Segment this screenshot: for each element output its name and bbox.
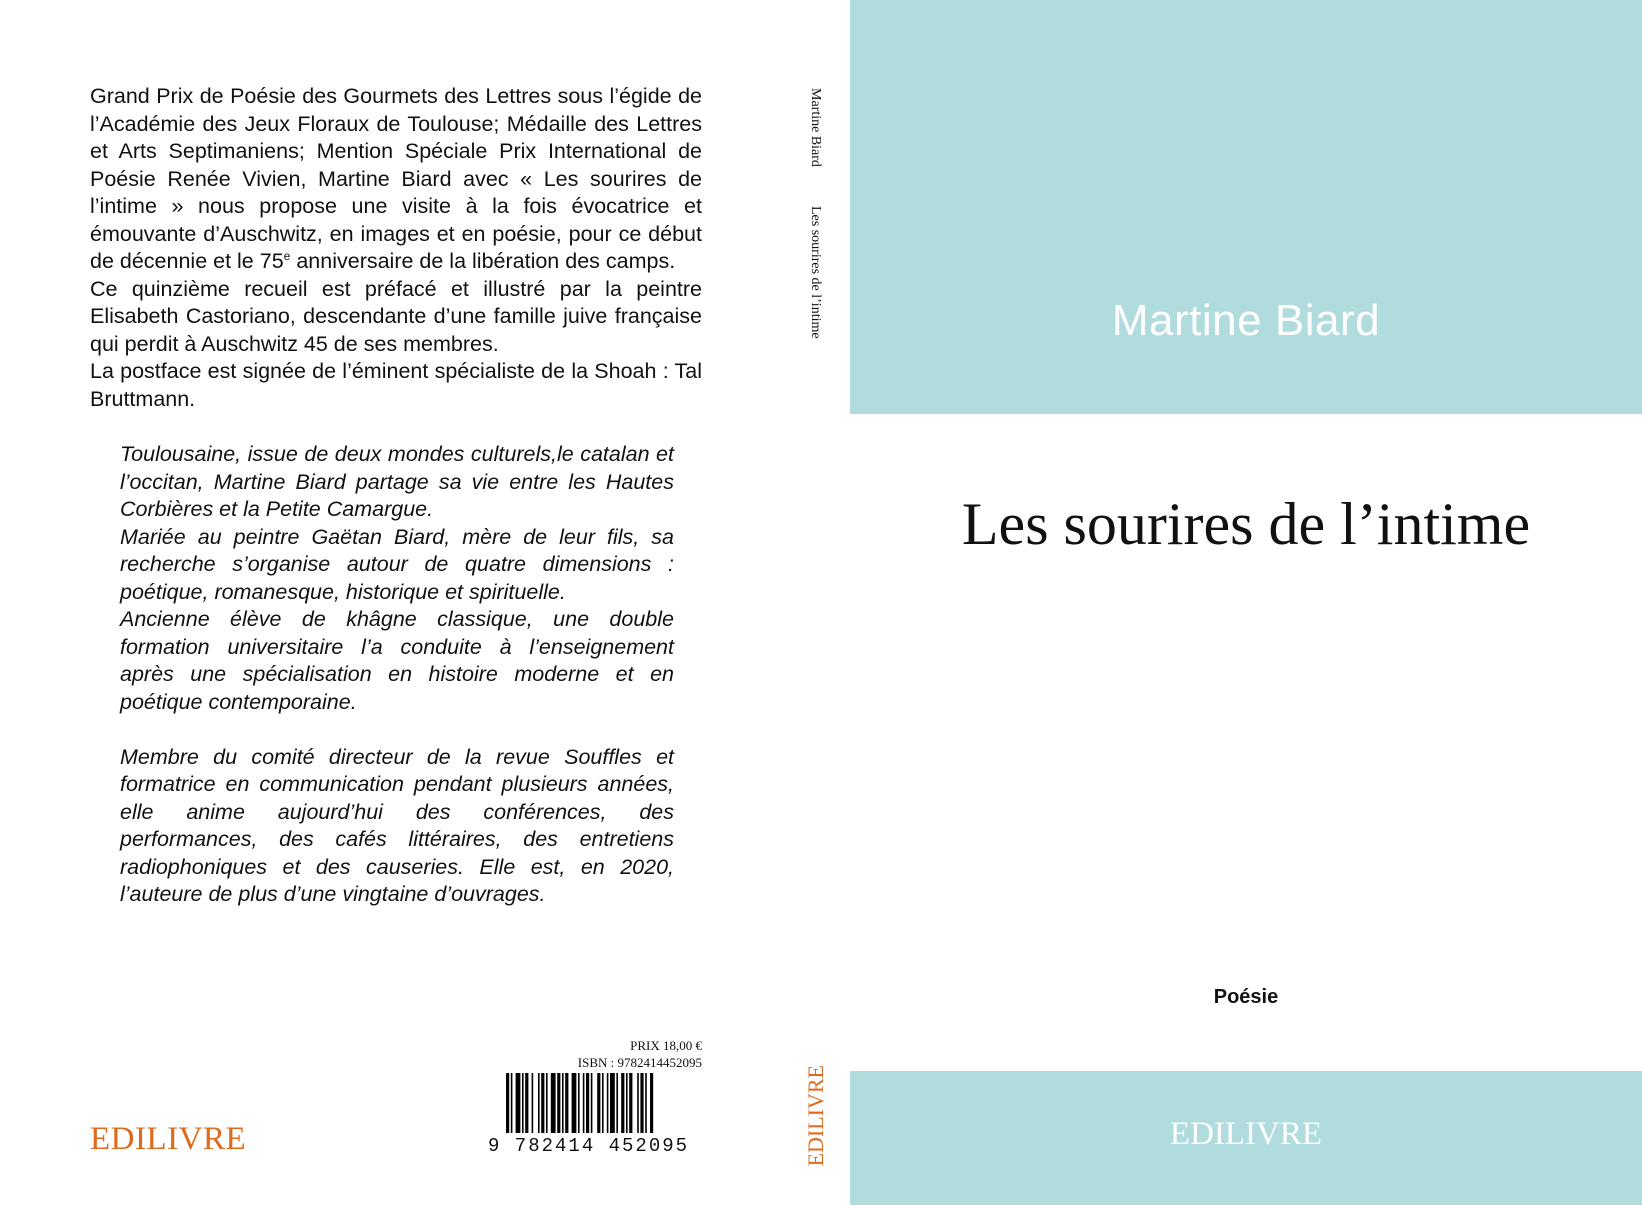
blurb-paragraph: La postface est signée de l’éminent spécialiste de la Shoah : Tal Bruttmann. bbox=[90, 359, 702, 411]
isbn-label: ISBN : 9782414452095 bbox=[577, 1055, 702, 1070]
price-label: PRIX 18,00 € bbox=[630, 1038, 702, 1053]
barcode-number: 9 782414 452095 bbox=[488, 1133, 702, 1157]
publisher-logo: EDILIVRE bbox=[90, 1121, 247, 1157]
back-cover bbox=[0, 0, 780, 1205]
front-genre: Poésie bbox=[1213, 986, 1279, 1008]
bio-paragraph: Toulousaine, issue de deux mondes culturels,le catalan et l’occitan, Martine Biard partage sa vie entre les Hautes Corbières et la Petite Camargue. bbox=[120, 442, 674, 521]
back-blurb bbox=[90, 83, 702, 413]
blurb-paragraph: Ce quinzième recueil est préfacé et illustré par la peintre Elisabeth Castoriano, descendante d’une famille juive française qui perdit à Auschwitz 45 de ses membres. bbox=[90, 276, 702, 356]
front-title: Les sourires de l’intime bbox=[961, 491, 1531, 557]
spine bbox=[780, 0, 850, 1205]
author-bio bbox=[120, 441, 674, 909]
front-top-band bbox=[850, 0, 1642, 414]
bio-paragraph: Mariée au peintre Gaëtan Biard, mère de leur fils, sa recherche s’organise autour de quatre dimensions : poétique, romanesque, historique et spirituelle. bbox=[120, 524, 674, 604]
front-publisher-logo: EDILIVRE bbox=[1169, 1116, 1323, 1152]
bio-paragraph: Membre du comité directeur de la revue Souffles et formatrice en communication pendant plusieurs années, elle anime aujourd’hui des conférences, des performances, des cafés littéraires, des entretiens radiophoniques et des causeries. Elle est, en 2020, l’auteure de plus d’une vingtaine d’ouvrages. bbox=[120, 744, 674, 906]
price-block bbox=[520, 1037, 702, 1071]
blurb-paragraph: Grand Prix de Poésie des Gourmets des Lettres sous l’égide de l’Académie des Jeux Floraux de Toulouse; Médaille des Lettres et Arts Septimaniens; Mention Spéciale Prix International de Poésie Renée Vivien, Martine Biard avec « Les sourires de l’intime » nous propose une visite à la fois évocatrice et émouvante d’Auschwitz, en images et en poésie, pour ce début de décennie et le 75e anniversaire de la libération des camps. bbox=[90, 84, 702, 273]
spine-publisher-logo: EDILIVRE bbox=[803, 1065, 828, 1167]
spine-title: Les sourires de l’intime bbox=[808, 206, 823, 339]
bio-paragraph: Ancienne élève de khâgne classique, une double formation universitaire l’a conduite à l’enseignement après une spécialisation en histoire moderne et en poétique contemporaine. bbox=[120, 607, 674, 714]
front-author: Martine Biard bbox=[1111, 296, 1381, 345]
spine-author: Martine Biard bbox=[808, 88, 823, 167]
